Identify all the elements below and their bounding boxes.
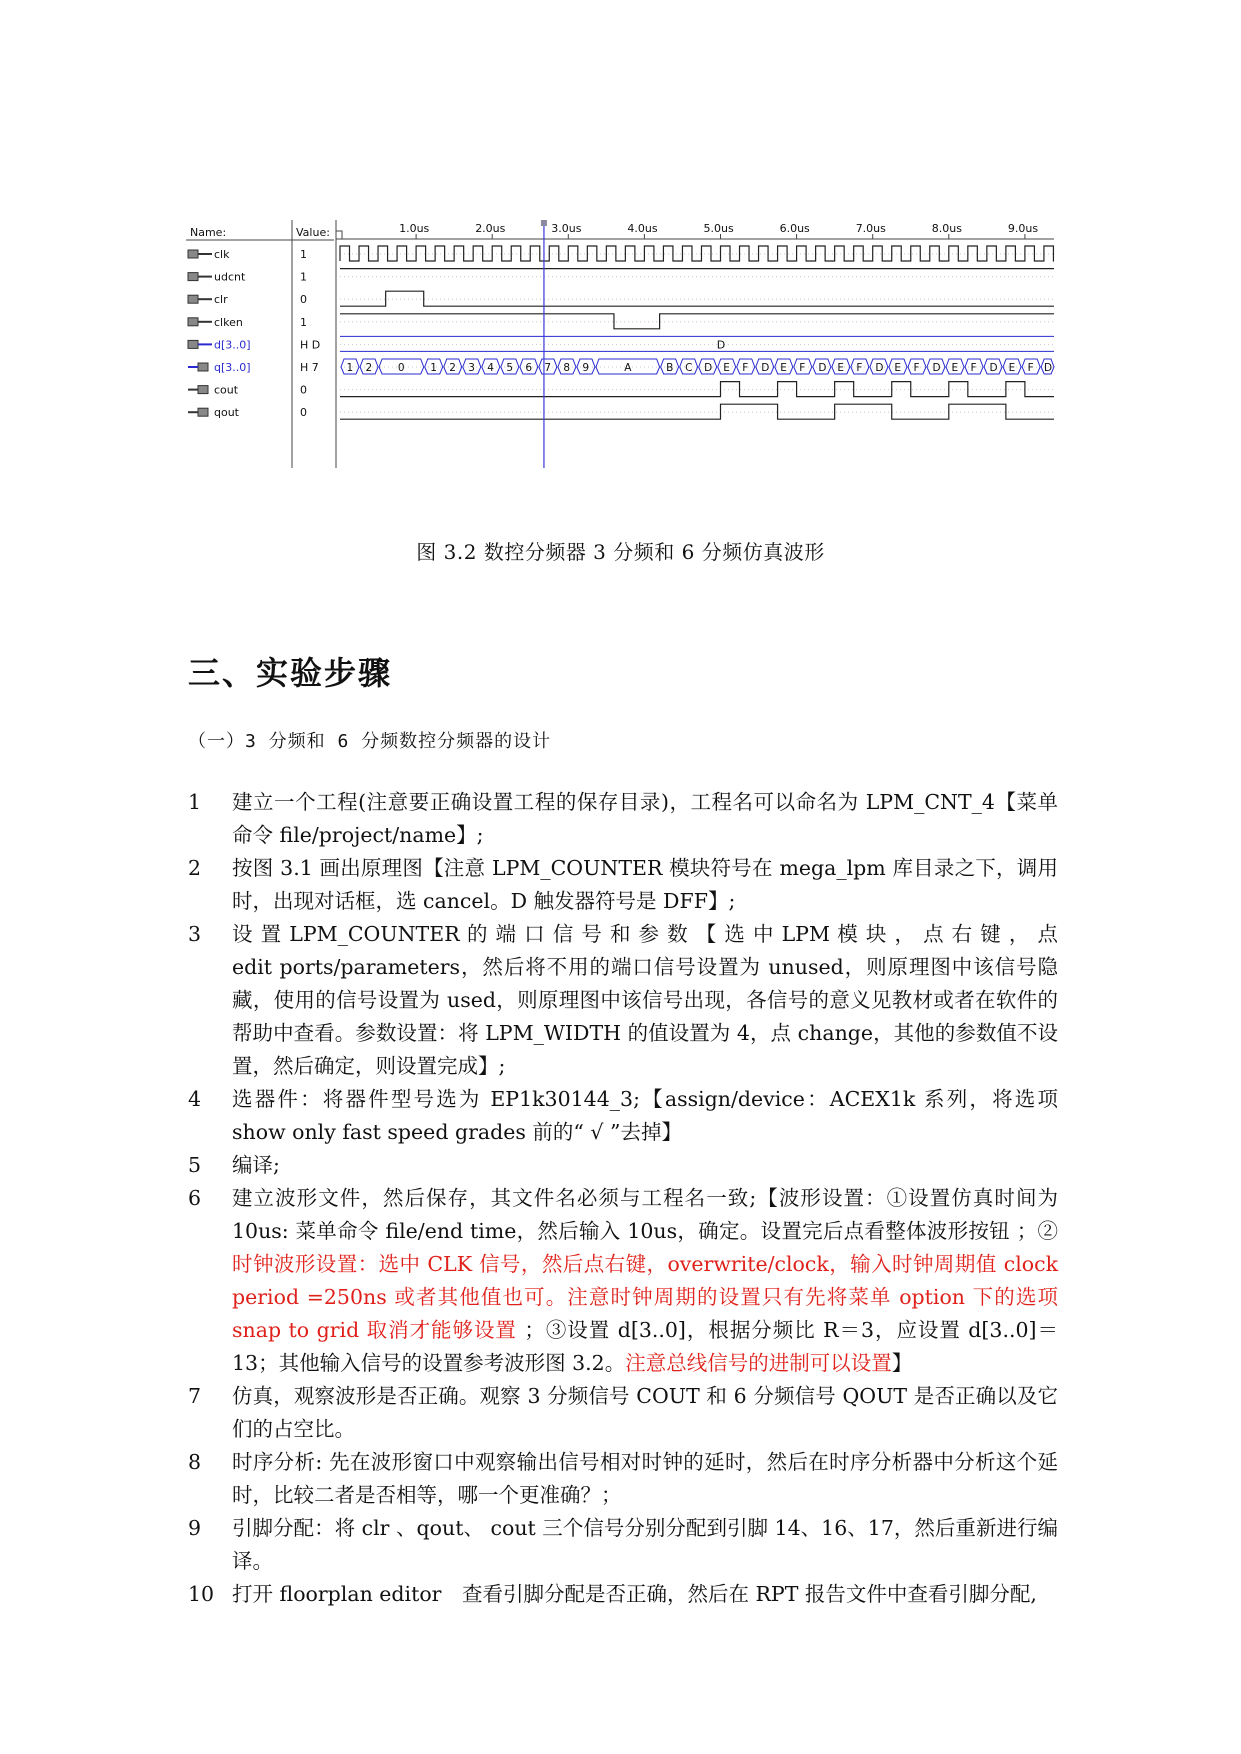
q-bus-label: 1 xyxy=(346,362,354,374)
step-number: 10 xyxy=(188,1582,215,1606)
signal-icon xyxy=(188,408,208,416)
q-bus-label: 8 xyxy=(563,362,571,374)
step-text: 编译; xyxy=(232,1153,280,1177)
q-bus-label: 0 xyxy=(397,362,405,374)
q-bus-label: F xyxy=(1027,362,1034,374)
q-bus-label: 5 xyxy=(506,362,514,374)
q-bus-label: F xyxy=(970,362,977,374)
time-tick-label: 7.0us xyxy=(855,222,886,235)
q-bus-label: D xyxy=(932,362,941,374)
step-number: 7 xyxy=(188,1384,202,1408)
signal-icon xyxy=(188,363,208,371)
q-bus-label: C xyxy=(685,362,693,374)
q-bus-label: B xyxy=(666,362,674,374)
signal-value: 0 xyxy=(300,293,307,307)
q-bus-label: D xyxy=(875,362,884,374)
time-tick-label: 5.0us xyxy=(703,222,734,235)
step-text: 按图 3.1 画出原理图【注意 LPM_COUNTER 模块符号在 mega_lpm 库目录之下，调用时，出现对话框，选 cancel。D 触发器符号是 DFF】; xyxy=(232,856,1058,913)
signal-name: clr xyxy=(214,293,228,307)
step-item xyxy=(188,1083,1058,1149)
step-text: 】 xyxy=(891,1351,913,1375)
step-text: 设 置 LPM_COUNTER 的 端 口 信 号 和 参 数 【 选 中 LPM 模 块 ， 点 右 键 ， 点 edit ports/parameters，然后将不用的端口信号设置为 unused，则原理图中该信号隐藏，使用的信号设置为 used，则原理图中该信号出现，各信号的意义见教材或者在软件的帮助中查看。参数设置：将 LPM_WIDTH 的值设置为 4，点 change，其他的参数值不设置，然后确定，则设置完成】; xyxy=(232,922,1058,1078)
clken-waveform xyxy=(340,314,1054,329)
time-tick-label: 9.0us xyxy=(1007,222,1039,235)
q-bus-label: A xyxy=(624,362,632,374)
q-bus-label: D xyxy=(761,362,770,374)
q-bus-label: E xyxy=(723,362,730,374)
step-text: 建立波形文件，然后保存，其文件名必须与工程名一致;【波形设置：①设置仿真时间为 10us: 菜单命令 file/end time，然后输入 10us，确定。设置完后点看整体波形按钮 ；② xyxy=(232,1186,1058,1243)
time-tick-label: 6.0us xyxy=(779,222,810,235)
q-bus-label: D xyxy=(818,362,827,374)
step-text-highlight: 注意总线信号的进制可以设置 xyxy=(625,1351,892,1375)
signal-icon xyxy=(188,386,208,394)
time-tick-label: 3.0us xyxy=(551,222,582,235)
time-cursor-handle[interactable] xyxy=(541,220,547,226)
signal-value: 0 xyxy=(300,383,307,397)
step-text: 打开 floorplan editor 查看引脚分配是否正确，然后在 RPT 报告文件中查看引脚分配, xyxy=(232,1582,1037,1606)
q-bus-label: 4 xyxy=(487,362,494,374)
q-bus-label: 2 xyxy=(365,362,373,374)
d-bus-label: D xyxy=(716,338,726,352)
step-number: 5 xyxy=(188,1153,202,1177)
step-number: 9 xyxy=(188,1516,202,1540)
q-bus-label: D xyxy=(704,362,713,374)
signal-name: clk xyxy=(214,248,230,261)
step-text: 仿真，观察波形是否正确。观察 3 分频信号 COUT 和 6 分频信号 QOUT 是否正确以及它们的占空比。 xyxy=(232,1384,1058,1441)
step-number: 1 xyxy=(188,790,202,814)
step-text: 引脚分配：将 clr 、qout、 cout 三个信号分别分配到引脚 14、16、17，然后重新进行编译。 xyxy=(232,1516,1058,1573)
subsection-heading: （一）3 分频和 6 分频数控分频器的设计 xyxy=(188,731,552,752)
signal-name: qout xyxy=(214,406,239,420)
step-item xyxy=(188,786,1058,852)
step-item xyxy=(188,1578,1058,1611)
signal-icon xyxy=(188,250,212,258)
q-bus-label: E xyxy=(780,362,787,374)
signal-name: cout xyxy=(214,383,239,397)
signal-value: H D xyxy=(300,338,321,352)
q-bus-label: 9 xyxy=(582,362,590,374)
step-item xyxy=(188,1380,1058,1446)
step-item xyxy=(188,1149,1058,1182)
q-bus-label: E xyxy=(951,362,959,374)
step-number: 2 xyxy=(188,856,202,880)
step-item xyxy=(188,852,1058,918)
step-number: 6 xyxy=(188,1186,202,1210)
q-bus-label: 7 xyxy=(544,362,552,374)
step-number: 3 xyxy=(188,922,202,946)
signal-name: clken xyxy=(214,315,243,329)
q-bus-label: D xyxy=(1044,362,1053,374)
q-bus-label: E xyxy=(1008,362,1016,374)
signal-value: H 7 xyxy=(300,361,319,374)
step-text: 建立一个工程(注意要正确设置工程的保存目录)，工程名可以命名为 LPM_CNT_4【菜单命令 file/project/name】; xyxy=(232,790,1058,847)
signal-icon xyxy=(188,340,212,348)
time-tick-label: 4.0us xyxy=(627,222,658,235)
q-bus-label: 6 xyxy=(525,362,533,374)
q-bus-label: F xyxy=(856,362,863,374)
waveform-svg xyxy=(186,220,1056,480)
step-number: 8 xyxy=(188,1450,202,1474)
step-item xyxy=(188,918,1058,1083)
time-tick-label: 2.0us xyxy=(475,222,506,235)
step-number: 4 xyxy=(188,1087,202,1111)
time-tick-label: 1.0us xyxy=(399,222,430,235)
name-header: Name: xyxy=(190,226,227,239)
d-bus-waveform xyxy=(340,336,1054,351)
signal-value: 1 xyxy=(300,248,307,261)
section-heading: 三、实验步骤 xyxy=(188,654,393,692)
signal-icon xyxy=(188,273,212,281)
signal-value: 1 xyxy=(300,270,307,284)
figure-caption: 图 3.2 数控分频器 3 分频和 6 分频仿真波形 xyxy=(416,540,825,564)
signal-name: udcnt xyxy=(214,270,246,284)
q-bus-label: E xyxy=(837,362,844,374)
signal-name: q[3..0] xyxy=(214,361,251,374)
signal-icon xyxy=(188,295,212,303)
waveform-figure xyxy=(186,220,1056,480)
signal-name: d[3..0] xyxy=(214,338,251,352)
start-marker xyxy=(336,231,342,239)
q-bus-label: F xyxy=(742,362,749,374)
signal-value: 0 xyxy=(300,406,307,420)
signal-value: 1 xyxy=(300,315,307,329)
step-item xyxy=(188,1446,1058,1512)
q-bus-label: 2 xyxy=(449,362,456,374)
step-text-highlight: 时钟波形设置：选中 CLK 信号，然后点右键，overwrite/clock，输入时钟周期值 clock period =250ns 或者其他值也可。注意时钟周期的设置只有先将菜单 option 下的选项 snap to grid 取消才能够设置 xyxy=(232,1252,1058,1342)
q-bus-label: 1 xyxy=(430,362,437,374)
step-item xyxy=(188,1182,1058,1380)
value-header: Value: xyxy=(296,226,330,239)
step-list xyxy=(188,786,1058,1611)
q-bus-label: F xyxy=(799,362,806,374)
q-bus-label: 3 xyxy=(468,362,475,374)
q-bus-label: D xyxy=(989,362,998,374)
signal-icon xyxy=(188,318,212,326)
step-text: ；③设置 d[3..0]，根据分频比 R＝3，应设置 d[3..0]＝13；其他输入信号的设置参考波形图 3.2。 xyxy=(232,1318,1058,1375)
q-bus-label: F xyxy=(913,362,920,374)
step-text: 时序分析: 先在波形窗口中观察输出信号相对时钟的延时，然后在时序分析器中分析这个延时，比较二者是否相等，哪一个更准确？； xyxy=(232,1450,1058,1507)
q-bus-label: E xyxy=(894,362,902,374)
step-item xyxy=(188,1512,1058,1578)
time-tick-label: 8.0us xyxy=(931,222,963,235)
step-text: 选器件：将器件型号选为 EP1k30144_3;【assign/device：ACEX1k 系列，将选项 show only fast speed grades 前的“ √ ”去掉】 xyxy=(232,1087,1058,1144)
